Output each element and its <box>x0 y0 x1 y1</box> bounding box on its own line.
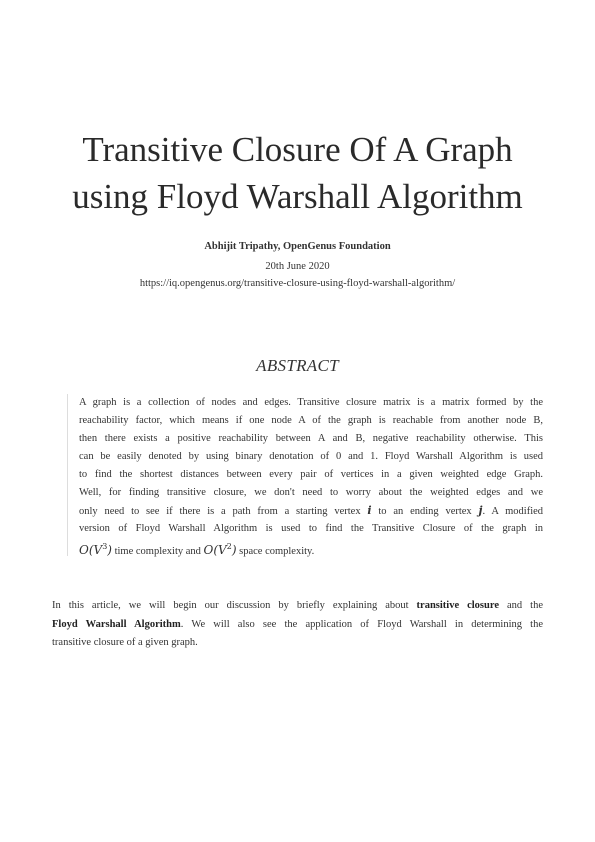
abstract-line-3: then there exists a positive reachability between A and B, negative reachability otherwise. This <box>79 433 543 444</box>
source-url[interactable]: https://iq.opengenus.org/transitive-closure-using-floyd-warshall-algorithm/ <box>139 278 456 289</box>
abstract-line-7 <box>79 502 543 520</box>
bold-transitive-closure: transitive closure <box>416 600 499 611</box>
math-var-j: j <box>478 504 483 517</box>
abstract-line-9-mid: time complexity and <box>111 546 204 557</box>
author-line: Abhijit Tripathy, OpenGenus Foundation <box>204 241 391 252</box>
publication-date: 20th June 2020 <box>265 261 330 272</box>
abstract-line-6: Well, for finding transitive closure, we don't need to worry about the weighted edges and we <box>79 487 543 498</box>
space-complexity-math: $O(V^2)$ <box>203 542 237 557</box>
abstract-body <box>67 394 543 556</box>
abstract-line-2: reachability factor, which means if one node A of the graph is reachable from another node B, <box>79 415 543 426</box>
document-title <box>0 126 595 220</box>
intro-line-3: transitive closure of a given graph. <box>52 637 198 648</box>
abstract-line-9-post: space complexity. <box>236 546 315 557</box>
abstract-heading: ABSTRACT <box>256 356 339 375</box>
title-line-2: using Floyd Warshall Algorithm <box>72 177 523 216</box>
abstract-line-7-pre: only need to see if there is a path from a starting vertex <box>79 506 361 517</box>
math-var-i: i <box>367 504 372 517</box>
abstract-line-7-post: . A modified <box>482 506 544 517</box>
abstract-line-5: to find the shortest distances between every pair of vertices in a given weighted edge Graph. <box>79 469 543 480</box>
intro-line-1: In this article, we will begin our discussion by briefly explaining about transitive closure and the <box>52 600 543 611</box>
time-complexity-math: $O(V^3)$ <box>79 542 112 557</box>
abstract-line-9 <box>79 538 543 556</box>
abstract-line-1: A graph is a collection of nodes and edges. Transitive closure matrix is a matrix formed by the <box>79 397 543 408</box>
intro-paragraph <box>52 597 543 653</box>
title-line-1: Transitive Closure Of A Graph <box>82 130 513 169</box>
abstract-line-8: version of Floyd Warshall Algorithm is used to find the Transitive Closure of the graph in <box>79 523 543 534</box>
abstract-line-7-mid: to an ending vertex <box>378 506 472 517</box>
bold-floyd-warshall: Floyd Warshall Algorithm <box>52 618 181 630</box>
intro-line-2: Floyd Warshall Algorithm. We will also see the application of Floyd Warshall in determining the <box>52 618 544 630</box>
abstract-line-4: can be easily denoted by using binary denotation of 0 and 1. Floyd Warshall Algorithm is used <box>79 451 543 462</box>
